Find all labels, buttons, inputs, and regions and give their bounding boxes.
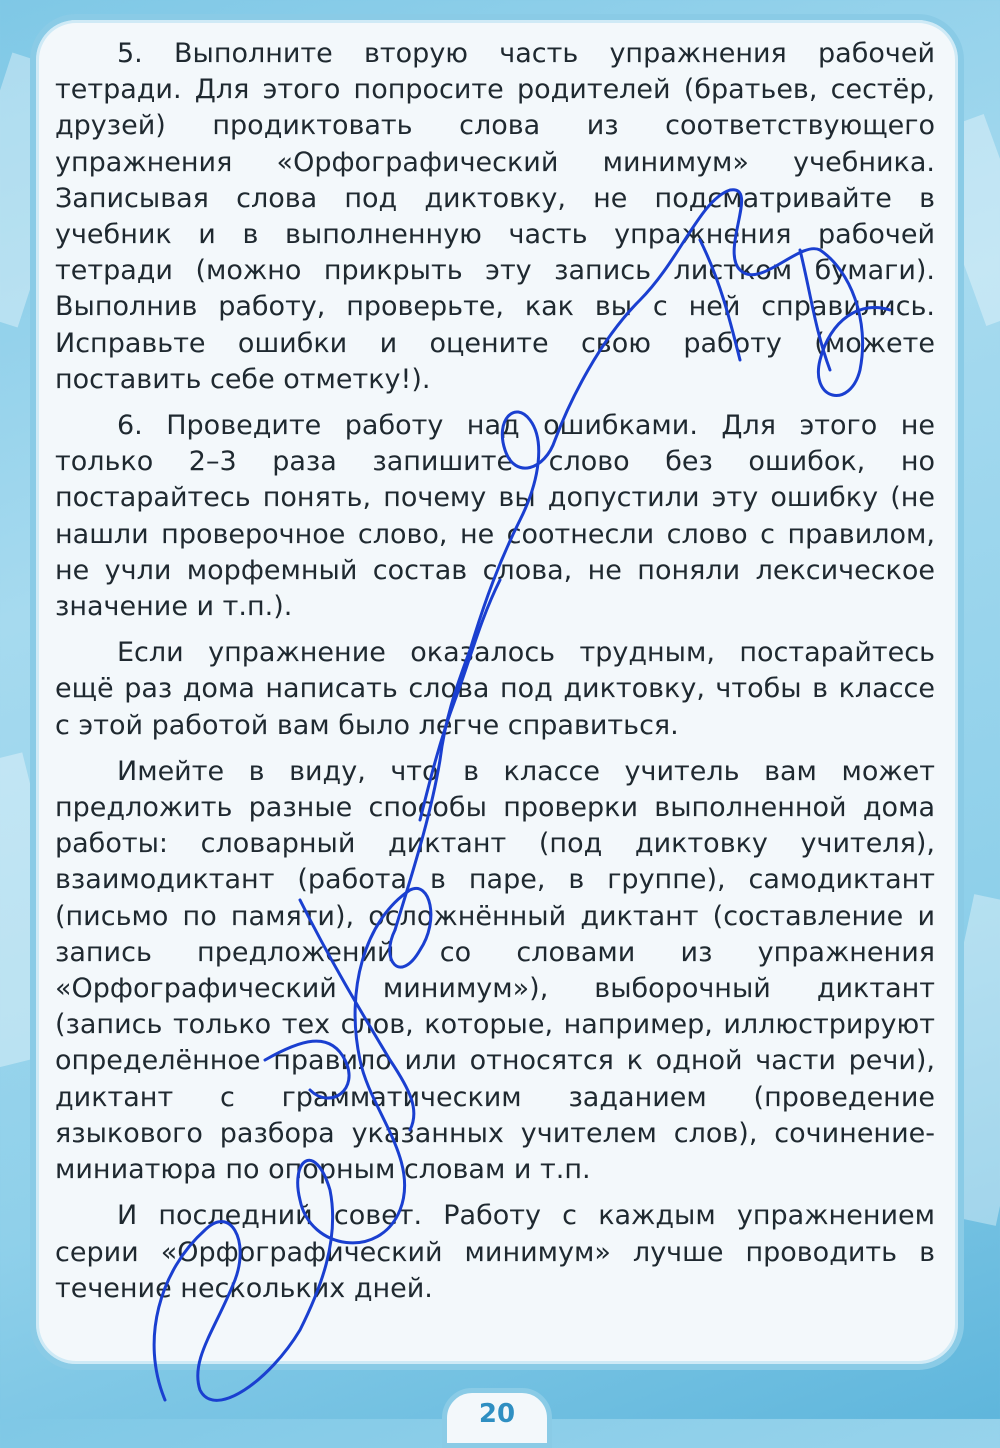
page-number: 20 xyxy=(442,1388,552,1448)
instructions-text xyxy=(55,36,935,1317)
paragraph-check-methods: Имейте в виду, что в классе учитель вам может предложить разные способы проверки выполненной дома работы: словарный диктант (под диктовку учителя), взаимодиктант (работа в паре, в группе), самодиктант (письмо по памяти), осложнённый диктант (составление и запись предложений со словами из упражнения «Орфографический минимум»), выборочный диктант (запись только тех слов, которые, например, иллюстрируют определённое правило или относятся к одной части речи), диктант с грамматическим заданием (проведение языкового разбора указанных учителем слов), сочинение-миниатюра по опорным словам и т.п. xyxy=(55,755,935,1186)
paragraph-difficult-exercise: Если упражнение оказалось трудным, постарайтесь ещё раз дома написать слова под диктовку, чтобы в классе с этой работой вам было легче справиться. xyxy=(55,637,935,741)
paragraph-step-6: 6. Проведите работу над ошибками. Для этого не только 2–3 раза запишите слово без ошибок, но постарайтесь понять, почему вы допустили эту ошибку (не нашли проверочное слово, не соотнесли слово с правилом, не учли морфемный состав слова, не поняли лексическое значение и т.п.). xyxy=(55,410,935,623)
paragraph-step-5: 5. Выполните вторую часть упражнения рабочей тетради. Для этого попросите родителей (братьев, сестёр, друзей) продиктовать слова из соответствующего упражнения «Орфографический минимум» учебника. Записывая слова под диктовку, не подсматривайте в учебник и в выполненную часть упражнения рабочей тетради (можно прикрыть эту запись листком бумаги). Выполнив работу, проверьте, как вы с ней справились. Исправьте ошибки и оцените свою работу (можете поставить себе отметку!). xyxy=(55,38,935,395)
paragraph-last-advice: И последний совет. Работу с каждым упражнением серии «Орфографический минимум» лучше проводить в течение нескольких дней. xyxy=(55,1200,935,1304)
